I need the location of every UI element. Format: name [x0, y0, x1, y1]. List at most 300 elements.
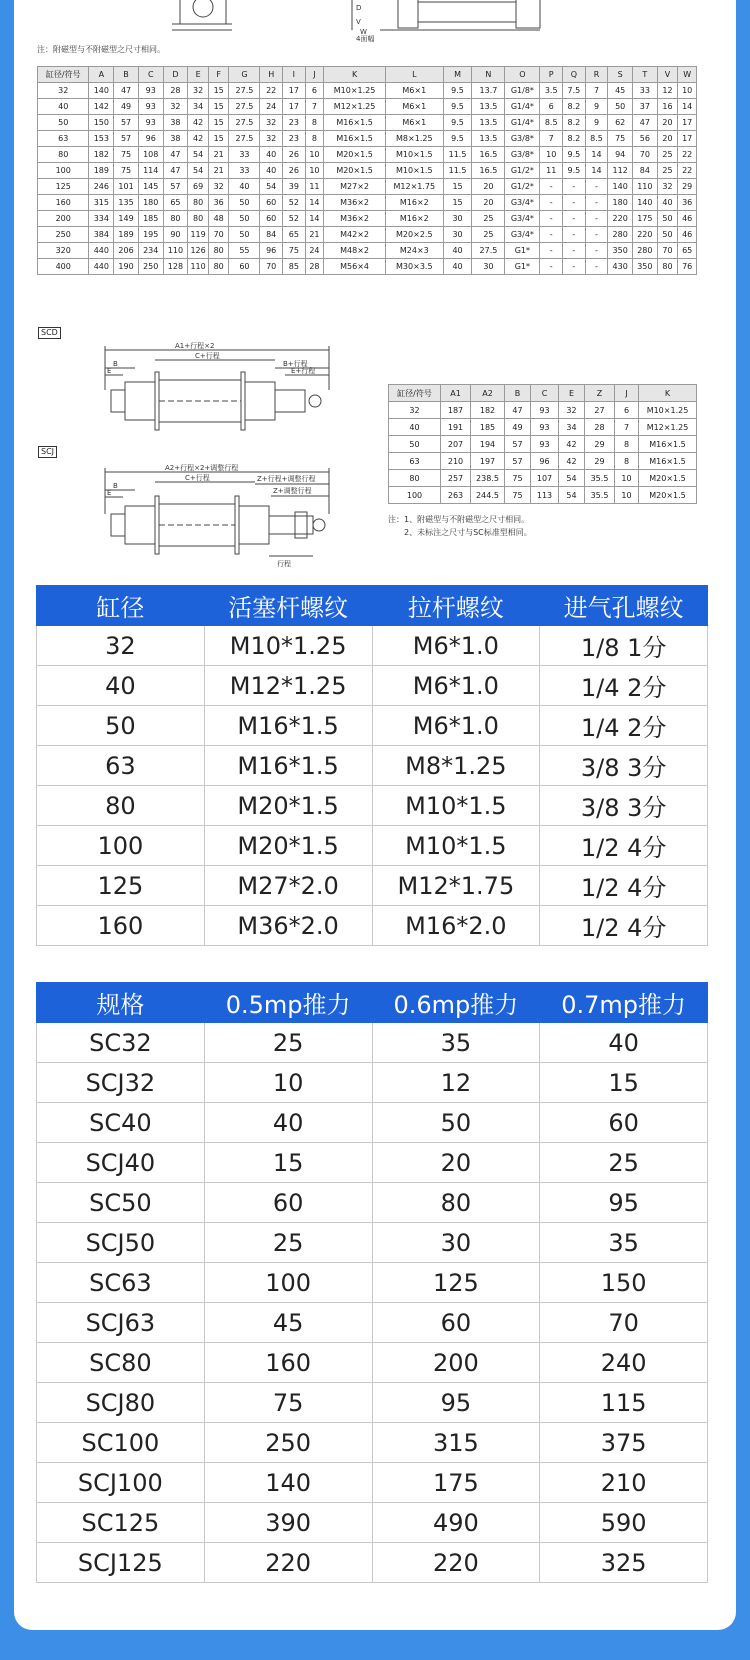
scd-c-label: C+行程 [195, 352, 220, 360]
table-cell: 135 [114, 195, 139, 211]
header-cell: R [585, 67, 608, 83]
table-cell: - [540, 227, 563, 243]
table-cell: 320 [38, 243, 89, 259]
top-dimension-drawing [0, 0, 750, 42]
table-cell: 100 [38, 163, 89, 179]
table-cell: 50 [38, 115, 89, 131]
scj-z1-label: Z+行程+调整行程 [257, 475, 316, 483]
table-cell: 25 [472, 227, 505, 243]
table-cell: - [563, 259, 586, 275]
table-cell: 108 [138, 147, 163, 163]
table-cell: - [585, 179, 608, 195]
table-cell: 40 [443, 259, 472, 275]
table-row [38, 163, 697, 179]
table-cell: 200 [372, 1343, 540, 1383]
table-cell: M27×2 [324, 179, 386, 195]
table-cell: 96 [260, 243, 283, 259]
table-cell: 30 [472, 259, 505, 275]
table-cell: 10 [305, 163, 324, 179]
table-cell: G1/4* [505, 115, 540, 131]
table-cell: 257 [441, 470, 471, 487]
table-cell: 25 [472, 211, 505, 227]
table-cell: 33 [633, 83, 658, 99]
table-cell: 185 [471, 419, 505, 436]
table-cell: M30×3.5 [385, 259, 443, 275]
table-cell: 34 [559, 419, 585, 436]
table-cell: 30 [443, 227, 472, 243]
table-row [37, 866, 708, 906]
table-cell: 54 [260, 179, 283, 195]
scd-dimension-table [388, 384, 697, 504]
table-cell: 12 [372, 1063, 540, 1103]
table-cell: 50 [389, 436, 441, 453]
header-cell: 0.7mp推力 [540, 983, 708, 1023]
table-cell: 40 [37, 666, 205, 706]
table-cell: 113 [531, 487, 559, 504]
table-cell: M20×2.5 [385, 227, 443, 243]
table-cell: 3/8 3分 [540, 786, 708, 826]
table-cell: M6×1 [385, 83, 443, 99]
top-dwg-label: 4面幅 [356, 35, 375, 42]
table-cell: 140 [204, 1463, 372, 1503]
table-cell: 27.5 [229, 99, 260, 115]
table-cell: 112 [608, 163, 633, 179]
table-cell: 29 [678, 179, 697, 195]
table-cell: 160 [204, 1343, 372, 1383]
table-cell: 80 [188, 195, 209, 211]
table-cell: 84 [633, 163, 658, 179]
table-row [38, 195, 697, 211]
table-row [37, 1503, 708, 1543]
table-cell: 45 [204, 1303, 372, 1343]
table-cell: 140 [89, 83, 114, 99]
table-cell: 220 [204, 1543, 372, 1583]
table-cell: 10 [615, 487, 639, 504]
table-cell: M16×1.5 [324, 131, 386, 147]
table-row [37, 826, 708, 866]
header-cell: C [138, 67, 163, 83]
table-cell: 32 [208, 179, 229, 195]
table-cell: 52 [283, 195, 306, 211]
table-row [37, 1543, 708, 1583]
table-cell: 15 [208, 99, 229, 115]
table-row [37, 1463, 708, 1503]
table-cell: 93 [531, 402, 559, 419]
table-cell: 20 [657, 115, 678, 131]
table-cell: 22 [260, 83, 283, 99]
table-cell: 25 [657, 147, 678, 163]
table-cell: 11 [540, 163, 563, 179]
table-cell: 8.5 [540, 115, 563, 131]
table-cell: 50 [657, 227, 678, 243]
thread-spec-table [36, 585, 708, 946]
table-row [37, 1143, 708, 1183]
table-cell: 250 [204, 1423, 372, 1463]
table-cell: 38 [163, 115, 188, 131]
table-cell: 14 [585, 147, 608, 163]
table-cell: 17 [283, 83, 306, 99]
table-row [37, 1103, 708, 1143]
table-cell: 57 [163, 179, 188, 195]
scd-note-1: 注：1、附磁型与不附磁型之尺寸相同。 [388, 515, 530, 524]
table-cell: 200 [38, 211, 89, 227]
table-cell: 32 [559, 402, 585, 419]
header-cell: B [505, 385, 531, 402]
table-cell: M20*1.5 [204, 826, 372, 866]
table-cell: 140 [633, 195, 658, 211]
table-cell: M20×1.5 [639, 487, 697, 504]
table-cell: 280 [633, 243, 658, 259]
table-cell: SC100 [37, 1423, 205, 1463]
table-cell: 70 [260, 259, 283, 275]
table-cell: 220 [633, 227, 658, 243]
table-cell: - [563, 227, 586, 243]
table-cell: M6*1.0 [372, 626, 540, 666]
table-cell: 62 [608, 115, 633, 131]
table-cell: M24×3 [385, 243, 443, 259]
table-cell: 80 [372, 1183, 540, 1223]
table-cell: 32 [37, 626, 205, 666]
table-row [38, 99, 697, 115]
table-row [389, 436, 697, 453]
table-cell: 80 [38, 147, 89, 163]
table-cell: 21 [208, 163, 229, 179]
table-cell: 36 [678, 195, 697, 211]
table-cell: 80 [208, 243, 229, 259]
table-cell: 80 [389, 470, 441, 487]
table-row [37, 1383, 708, 1423]
table-cell: 54 [559, 470, 585, 487]
table-cell: 9.5 [443, 99, 472, 115]
table-cell: 110 [163, 243, 188, 259]
table-cell: 80 [37, 786, 205, 826]
table-cell: 90 [163, 227, 188, 243]
table-row [38, 179, 697, 195]
table-cell: 244.5 [471, 487, 505, 504]
header-cell: V [657, 67, 678, 83]
table-cell: 189 [89, 163, 114, 179]
table-cell: M12*1.25 [204, 666, 372, 706]
table-cell: 32 [260, 115, 283, 131]
table-cell: 100 [389, 487, 441, 504]
table-cell: 32 [38, 83, 89, 99]
table-cell: 8 [615, 453, 639, 470]
table-cell: 1/4 2分 [540, 706, 708, 746]
header-cell: C [531, 385, 559, 402]
scd-b-right-label: B+行程 [283, 360, 308, 368]
table-cell: M16×1.5 [324, 115, 386, 131]
table-cell: 54 [188, 147, 209, 163]
table-cell: 250 [38, 227, 89, 243]
header-cell: Z [585, 385, 615, 402]
table-cell: 125 [372, 1263, 540, 1303]
table-cell: 390 [204, 1503, 372, 1543]
scj-c-label: C+行程 [185, 474, 210, 482]
table-cell: 220 [608, 211, 633, 227]
table-row [37, 1063, 708, 1103]
thrust-force-table [36, 982, 708, 1583]
table-cell: 29 [585, 453, 615, 470]
table-cell: 80 [657, 259, 678, 275]
table-cell: 280 [608, 227, 633, 243]
table-cell: 15 [443, 179, 472, 195]
table-cell: 114 [138, 163, 163, 179]
table-cell: 375 [540, 1423, 708, 1463]
table-cell: 52 [283, 211, 306, 227]
table-cell: 93 [138, 99, 163, 115]
table-cell: 16 [657, 99, 678, 115]
table-cell: SCJ50 [37, 1223, 205, 1263]
scd-drawing [95, 340, 355, 440]
table-cell: 11.5 [443, 163, 472, 179]
table-cell: 250 [138, 259, 163, 275]
table-cell: M10×1.5 [385, 147, 443, 163]
table-cell: 195 [138, 227, 163, 243]
table-cell: 8 [305, 115, 324, 131]
table-cell: 14 [585, 163, 608, 179]
table-cell: 33 [229, 163, 260, 179]
table-cell: 21 [208, 147, 229, 163]
table-cell: M6*1.0 [372, 666, 540, 706]
table-cell: - [585, 195, 608, 211]
table-cell: 8.2 [563, 115, 586, 131]
table-cell: 25 [204, 1023, 372, 1063]
header-cell: 规格 [37, 983, 205, 1023]
table-row [38, 147, 697, 163]
table-cell: 75 [505, 470, 531, 487]
table-cell: 3/8 3分 [540, 746, 708, 786]
table-cell: 10 [678, 83, 697, 99]
table-cell: 10 [540, 147, 563, 163]
table-cell: 70 [540, 1303, 708, 1343]
table-cell: 1/4 2分 [540, 666, 708, 706]
table-cell: 57 [114, 131, 139, 147]
header-cell: J [615, 385, 639, 402]
table-cell: M12×1.25 [324, 99, 386, 115]
table-row [38, 131, 697, 147]
table-cell: 10 [305, 147, 324, 163]
table-cell: M6×1 [385, 115, 443, 131]
table-cell: G3/4* [505, 195, 540, 211]
table-cell: 54 [559, 487, 585, 504]
table-cell: 234 [138, 243, 163, 259]
table-cell: 32 [389, 402, 441, 419]
table-cell: 60 [372, 1303, 540, 1343]
scj-stroke-label: 行程 [277, 560, 291, 568]
table-cell: 30 [443, 211, 472, 227]
table-cell: 125 [38, 179, 89, 195]
table-row [38, 83, 697, 99]
table-cell: 20 [472, 195, 505, 211]
table-row [37, 906, 708, 946]
table-cell: 210 [441, 453, 471, 470]
table-cell: G1* [505, 259, 540, 275]
table-cell: 6 [305, 83, 324, 99]
table-cell: G3/4* [505, 227, 540, 243]
table-cell: G3/8* [505, 131, 540, 147]
table-cell: 17 [283, 99, 306, 115]
table-cell: M42×2 [324, 227, 386, 243]
header-cell: 拉杆螺纹 [372, 586, 540, 626]
table-cell: G1/4* [505, 99, 540, 115]
scj-z2-label: Z+调整行程 [273, 487, 312, 495]
scd-e-right-label: E+行程 [291, 367, 316, 375]
table-header-row [37, 586, 708, 626]
table-cell: 185 [138, 211, 163, 227]
table-cell: 27 [585, 402, 615, 419]
table-cell: M16×2 [385, 195, 443, 211]
table-row [389, 470, 697, 487]
table-cell: 126 [188, 243, 209, 259]
table-cell: 50 [608, 99, 633, 115]
table-cell: 42 [188, 115, 209, 131]
table-cell: 25 [204, 1223, 372, 1263]
table-cell: G3/8* [505, 147, 540, 163]
table-cell: 57 [114, 115, 139, 131]
scd-e-label: E [107, 367, 112, 375]
table-cell: 220 [372, 1543, 540, 1583]
table-row [37, 1223, 708, 1263]
table-cell: 40 [260, 147, 283, 163]
table-cell: 182 [471, 402, 505, 419]
table-cell: 70 [657, 243, 678, 259]
table-cell: 40 [38, 99, 89, 115]
table-cell: M27*2.0 [204, 866, 372, 906]
table-cell: 65 [163, 195, 188, 211]
table-cell: 180 [608, 195, 633, 211]
table-cell: 14 [678, 99, 697, 115]
table-cell: 40 [389, 419, 441, 436]
table-cell: 1/2 4分 [540, 906, 708, 946]
table-header-row [389, 385, 697, 402]
table-cell: - [540, 179, 563, 195]
table-cell: - [563, 243, 586, 259]
table-cell: 75 [114, 163, 139, 179]
table-cell: - [563, 195, 586, 211]
header-cell: T [633, 67, 658, 83]
table-cell: 93 [138, 83, 163, 99]
header-cell: H [260, 67, 283, 83]
table-cell: 15 [204, 1143, 372, 1183]
header-cell: A1 [441, 385, 471, 402]
table-cell: 15 [540, 1063, 708, 1103]
table-cell: M16×2 [385, 211, 443, 227]
table-row [37, 746, 708, 786]
table-cell: 63 [38, 131, 89, 147]
table-cell: 14 [305, 211, 324, 227]
header-cell: E [188, 67, 209, 83]
table-cell: 96 [138, 131, 163, 147]
table-cell: G1/2* [505, 179, 540, 195]
header-cell: K [324, 67, 386, 83]
scd-a1-label: A1+行程×2 [175, 342, 215, 350]
table-cell: 190 [114, 259, 139, 275]
table-cell: 350 [608, 243, 633, 259]
table-cell: M12×1.75 [385, 179, 443, 195]
table-cell: 9.5 [563, 163, 586, 179]
table-cell: 11.5 [443, 147, 472, 163]
table-cell: 32 [260, 131, 283, 147]
table-cell: 6 [540, 99, 563, 115]
table-cell: 8.2 [563, 131, 586, 147]
table-cell: M16*1.5 [204, 706, 372, 746]
table-cell: 35 [372, 1023, 540, 1063]
table-row [38, 243, 697, 259]
table-cell: 49 [505, 419, 531, 436]
table-cell: SC63 [37, 1263, 205, 1303]
table-cell: 7 [615, 419, 639, 436]
table-row [38, 115, 697, 131]
table-cell: 27.5 [229, 131, 260, 147]
table-row [389, 487, 697, 504]
table-cell: 28 [305, 259, 324, 275]
table-cell: M12*1.75 [372, 866, 540, 906]
table-cell: 7.5 [563, 83, 586, 99]
table-cell: 46 [678, 211, 697, 227]
table-cell: 36 [208, 195, 229, 211]
header-cell: G [229, 67, 260, 83]
table-cell: 16.5 [472, 163, 505, 179]
table-cell: 13.5 [472, 115, 505, 131]
table-cell: 100 [204, 1263, 372, 1303]
header-cell: J [305, 67, 324, 83]
table-cell: 40 [540, 1023, 708, 1063]
header-cell: 0.6mp推力 [372, 983, 540, 1023]
table-cell: - [540, 259, 563, 275]
table-cell: SCJ32 [37, 1063, 205, 1103]
table-cell: 45 [608, 83, 633, 99]
header-cell: D [163, 67, 188, 83]
table-cell: 119 [188, 227, 209, 243]
table-cell: SC80 [37, 1343, 205, 1383]
table-cell: 35.5 [585, 487, 615, 504]
table-cell: 32 [657, 179, 678, 195]
table-cell: M10×1.5 [385, 163, 443, 179]
table-cell: 128 [163, 259, 188, 275]
table-cell: - [585, 227, 608, 243]
table-cell: 50 [372, 1103, 540, 1143]
table-cell: 32 [188, 83, 209, 99]
table-cell: 14 [305, 195, 324, 211]
table-cell: 23 [283, 115, 306, 131]
table-cell: 101 [114, 179, 139, 195]
table-cell: 189 [114, 227, 139, 243]
table-cell: 325 [540, 1543, 708, 1583]
table-cell: 27.5 [229, 115, 260, 131]
table-cell: 3.5 [540, 83, 563, 99]
table-cell: 400 [38, 259, 89, 275]
header-cell: L [385, 67, 443, 83]
table-row [389, 402, 697, 419]
table-cell: 16.5 [472, 147, 505, 163]
table-cell: 20 [657, 131, 678, 147]
table-cell: 13.5 [472, 99, 505, 115]
table-row [37, 706, 708, 746]
table-cell: 13.5 [472, 131, 505, 147]
table-cell: 210 [540, 1463, 708, 1503]
table-cell: 17 [678, 115, 697, 131]
table-cell: 27.5 [472, 243, 505, 259]
table-cell: 15 [443, 195, 472, 211]
table-cell: SCJ40 [37, 1143, 205, 1183]
table-cell: 50 [37, 706, 205, 746]
table-cell: 47 [163, 147, 188, 163]
table-row [37, 1303, 708, 1343]
table-cell: 40 [443, 243, 472, 259]
header-cell: P [540, 67, 563, 83]
header-cell: O [505, 67, 540, 83]
table-cell: SCJ63 [37, 1303, 205, 1343]
